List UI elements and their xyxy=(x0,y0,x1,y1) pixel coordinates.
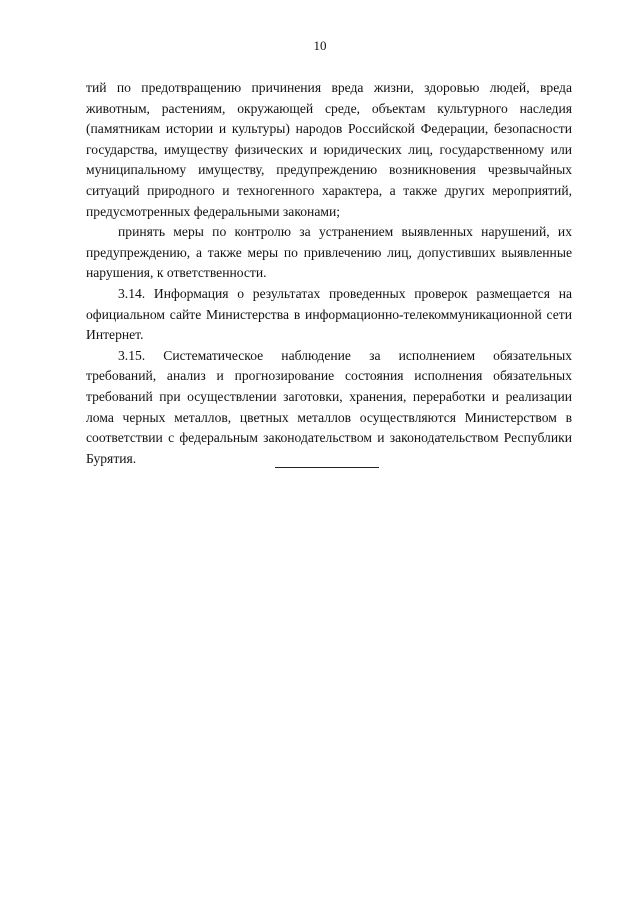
page-number: 10 xyxy=(313,38,327,53)
end-divider-line xyxy=(275,467,379,468)
document-body xyxy=(86,78,572,469)
paragraph-3-14: 3.14. Информация о результатах проведенных проверок размещается на официальном сайте Министерства в информационно-телекоммуникационной сети Интернет. xyxy=(86,285,572,343)
paragraph-continued: тий по предотвращению причинения вреда жизни, здоровью людей, вреда животным, растениям, окружающей среде, объектам культурного наследия (памятникам истории и культуры) народов Российской Федерации, безопасности государства, имуществу физических и юридических лиц, государственному или муниципальному имуществу, предупреждению возникновения чрезвычайных ситуаций природного и техногенного характера, а также других мероприятий, предусмотренных федеральными законами; xyxy=(86,80,572,219)
paragraph-3-15: 3.15. Систематическое наблюдение за исполнением обязательных требований, анализ и прогнозирование состояния исполнения обязательных требований при осуществлении заготовки, хранения, переработки и реализации лома черных металлов, цветных металлов осуществляются Министерством в соответствии с федеральным законодательством и законодательством Республики Бурятия. xyxy=(86,347,572,466)
paragraph-measures: принять меры по контролю за устранением выявленных нарушений, их предупреждению, а также меры по привлечению лиц, допустивших выявленные нарушения, к ответственности. xyxy=(86,224,572,281)
